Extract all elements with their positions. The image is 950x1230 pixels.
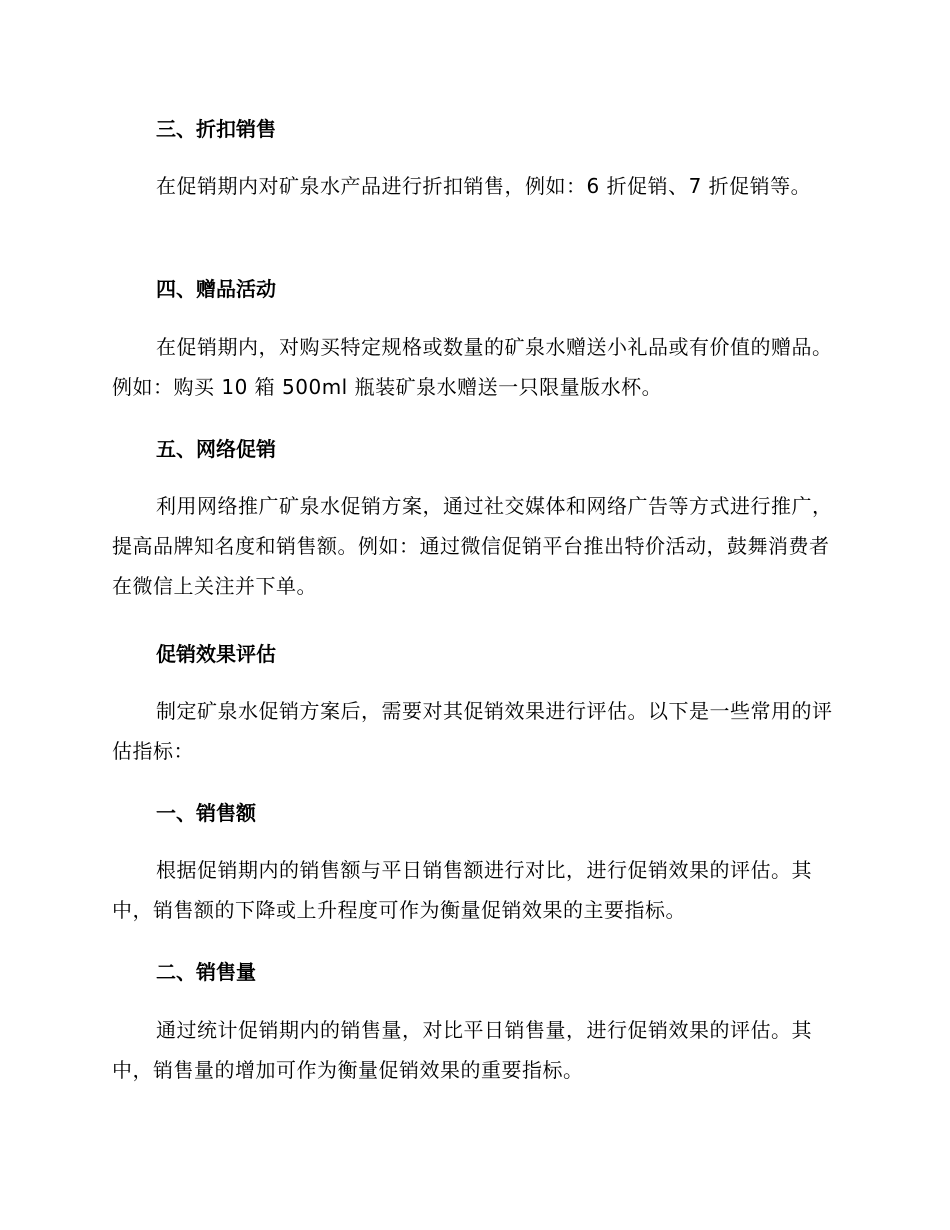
section-paragraph-sales-volume: 通过统计促销期内的销售量，对比平日销售量，进行促销效果的评估。其中，销售量的增加可作为衡量促销效果的重要指标。 [112, 1018, 812, 1082]
section-paragraph-online: 利用网络推广矿泉水促销方案，通过社交媒体和网络广告等方式进行推广，提高品牌知名度和销售额。例如：通过微信促销平台推出特价活动，鼓舞消费者在微信上关注并下单。 [112, 494, 833, 598]
section-heading-sales-volume: 二、销售量 [156, 960, 256, 984]
section-heading-online: 五、网络促销 [156, 437, 276, 461]
section-paragraph-sales-amount: 根据促销期内的销售额与平日销售额进行对比，进行促销效果的评估。其中，销售额的下降或上升程度可作为衡量促销效果的主要指标。 [112, 858, 812, 922]
section-heading-gifts: 四、赠品活动 [156, 277, 276, 301]
section-paragraph-gifts: 在促销期内，对购买特定规格或数量的矿泉水赠送小礼品或有价值的赠品。例如：购买 10 箱 500ml 瓶装矿泉水赠送一只限量版水杯。 [112, 335, 833, 399]
section-heading-discount: 三、折扣销售 [156, 117, 276, 141]
section-paragraph-discount: 在促销期内对矿泉水产品进行折扣销售，例如：6 折促销、7 折促销等。 [156, 174, 812, 198]
section-heading-evaluation: 促销效果评估 [156, 642, 276, 666]
section-heading-sales-amount: 一、销售额 [156, 801, 256, 825]
section-paragraph-evaluation: 制定矿泉水促销方案后，需要对其促销效果进行评估。以下是一些常用的评估指标： [112, 699, 833, 763]
